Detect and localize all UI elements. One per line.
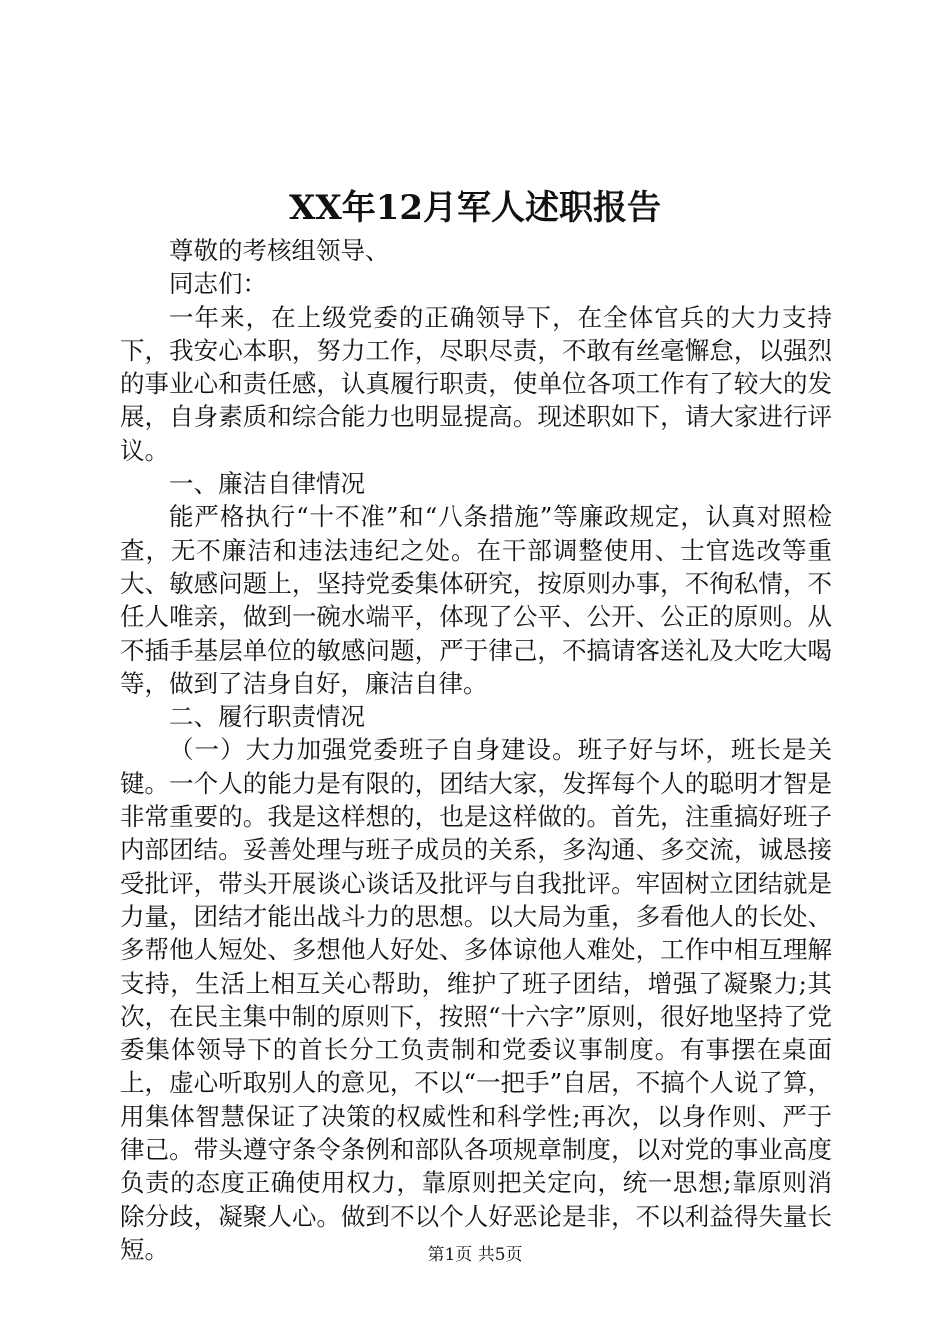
body-paragraph: 能严格执行“十不准”和“八条措施”等廉政规定，认真对照检查，无不廉洁和违法违纪之处。在干部调整使用、士官选改等重大、敏感问题上，坚持党委集体研究，按原则办事，不徇私情，不任人唯亲，做到一碗水端平，体现了公平、公开、公正的原则。从不插手基层单位的敏感问题，严于律己，不搞请客送礼及大吃大喝等，做到了洁身自好，廉洁自律。: [120, 502, 832, 698]
page-number: 第1页 共5页: [427, 1245, 523, 1265]
body-paragraph: （一）大力加强党委班子自身建设。班子好与坏，班长是关键。一个人的能力是有限的，团结大家，发挥每个人的聪明才智是非常重要的。我是这样想的，也是这样做的。首先，注重搞好班子内部团结。妥善处理与班子成员的关系，多沟通、多交流，诚恳接受批评，带头开展谈心谈话及批评与自我批评。牢固树立团结就是力量，团结才能出战斗力的思想。以大局为重，多看他人的长处、多帮他人短处、多想他人好处、多体谅他人难处，工作中相互理解支持，生活上相互关心帮助，维护了班子团结，增强了凝聚力;其次，在民主集中制的原则下，按照“十六字”原则，很好地坚持了党委集体领导下的首长分工负责制和党委议事制度。有事摆在桌面上，虚心听取别人的意见，不以“一把手”自居，不搞个人说了算，用集体智慧保证了决策的权威性和科学性;再次，以身作则、严于律己。带头遵守条令条例和部队各项规章制度，以对党的事业高度负责的态度正确使用权力，靠原则把关定向，统一思想;靠原则消除分歧，凝聚人心。做到不以个人好恶论是非，不以利益得失量长短。: [120, 735, 832, 1264]
section-heading: 一、廉洁自律情况: [169, 469, 365, 499]
document-body: [120, 234, 832, 1266]
salutation-line: 同志们：: [169, 269, 267, 299]
document-title: XX年12月军人述职报告: [288, 188, 662, 228]
section-heading: 二、履行职责情况: [169, 702, 365, 732]
salutation-line: 尊敬的考核组领导、: [169, 236, 390, 265]
body-paragraph: 一年来，在上级党委的正确领导下，在全体官兵的大力支持下，我安心本职，努力工作，尽职尽责，不敢有丝毫懈怠，以强烈的事业心和责任感，认真履行职责，使单位各项工作有了较大的发展，自身素质和综合能力也明显提高。现述职如下，请大家进行评议。: [120, 302, 832, 465]
